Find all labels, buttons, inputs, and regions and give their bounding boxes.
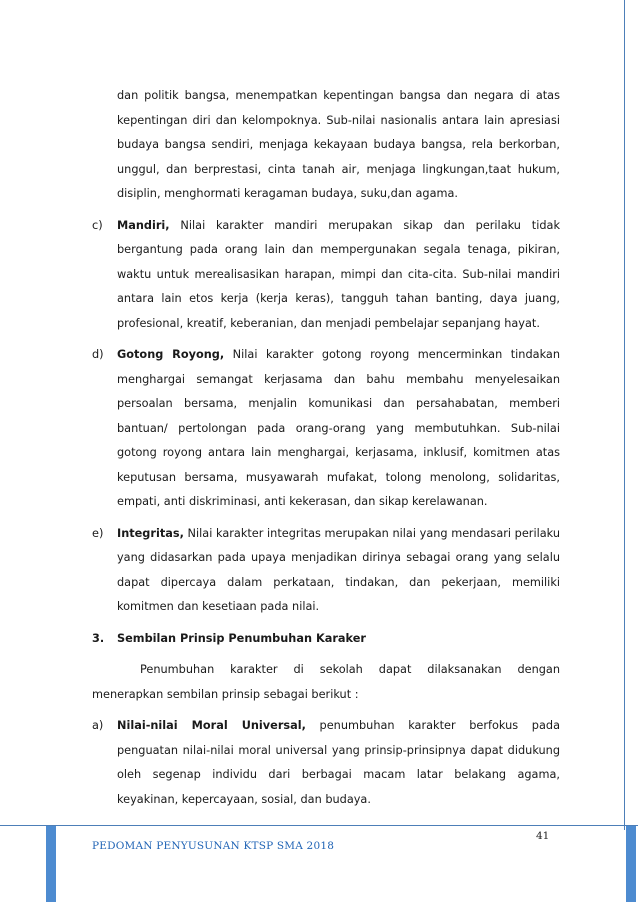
list-item-label: c) (92, 218, 103, 232)
section-title: Sembilan Prinsip Penumbuhan Karaker (117, 631, 366, 645)
list-item-term: Nilai-nilai Moral Universal, (117, 719, 306, 732)
list-item-integritas (92, 522, 560, 620)
intro-paragraph: Penumbuhan karakter di sekolah dapat dilaksanakan dengan menerapkan sembilan prinsip sebagai berikut : (92, 663, 560, 701)
body-text (92, 84, 560, 812)
footer-left-bar (46, 826, 56, 902)
page-footer (0, 822, 638, 902)
list-item-label: d) (92, 348, 104, 361)
right-margin-rule (624, 0, 625, 830)
list-item-term: Mandiri, (117, 218, 170, 232)
list-item-label: a) (92, 719, 104, 732)
list-item-text: penumbuhan karakter berfokus pada penguatan nilai-nilai moral universal yang prinsip-prinsipnya dapat didukung oleh segenap individu dari berbagai macam latar belakang agama, keyakinan, kepercayaan, sosial, dan budaya. (117, 719, 560, 806)
list-item-moral-universal (92, 714, 560, 812)
section-number: 3. (92, 631, 105, 645)
section-heading (92, 627, 560, 652)
list-item-text: Nilai karakter integritas merupakan nilai yang mendasari perilaku yang didasarkan pada upaya menjadikan dirinya sebagai orang yang selalu dapat dipercaya dalam perkataan, tindakan, dan pekerjaan, memiliki komitmen dan kesetiaan pada nilai. (117, 526, 560, 613)
footer-title: PEDOMAN PENYUSUNAN KTSP SMA 2018 (92, 840, 335, 852)
list-item-mandiri (92, 214, 560, 337)
list-item-term: Integritas, (117, 526, 184, 540)
list-item-text: Nilai karakter mandiri merupakan sikap dan perilaku tidak bergantung pada orang lain dan mempergunakan segala tenaga, pikiran, waktu untuk merealisasikan harapan, mimpi dan cita-cita. Sub-nilai mandiri antara lain etos kerja (kerja keras), tangguh tahan banting, daya juang, profesional, kreatif, keberanian, dan menjadi pembelajar sepanjang hayat. (117, 218, 560, 330)
footer-rule (0, 825, 638, 826)
list-item-term: Gotong Royong, (117, 348, 225, 361)
list-item-label: e) (92, 526, 104, 540)
paragraph-nasionalis-continuation: dan politik bangsa, menempatkan kepentingan bangsa dan negara di atas kepentingan diri dan kelompoknya. Sub-nilai nasionalis antara lain apresiasi budaya bangsa sendiri, menjaga kekayaan budaya bangsa, rela berkorban, unggul, dan berprestasi, cinta tanah air, menjaga lingkungan,taat hukum, disiplin, menghormati keragaman budaya, suku,dan agama. (117, 89, 560, 200)
page-number: 41 (536, 830, 550, 842)
footer-right-bar (626, 826, 636, 902)
list-item-gotong-royong (92, 343, 560, 515)
list-item-text: Nilai karakter gotong royong mencerminkan tindakan menghargai semangat kerjasama dan bahu membahu menyelesaikan persoalan bersama, menjalin komunikasi dan persahabatan, memberi bantuan/ pertolongan pada orang-orang yang membutuhkan. Sub-nilai gotong royong antara lain menghargai, kerjasama, inklusif, komitmen atas keputusan bersama, musyawarah mufakat, tolong menolong, solidaritas, empati, anti diskriminasi, anti kekerasan, dan sikap kerelawanan. (117, 348, 560, 508)
